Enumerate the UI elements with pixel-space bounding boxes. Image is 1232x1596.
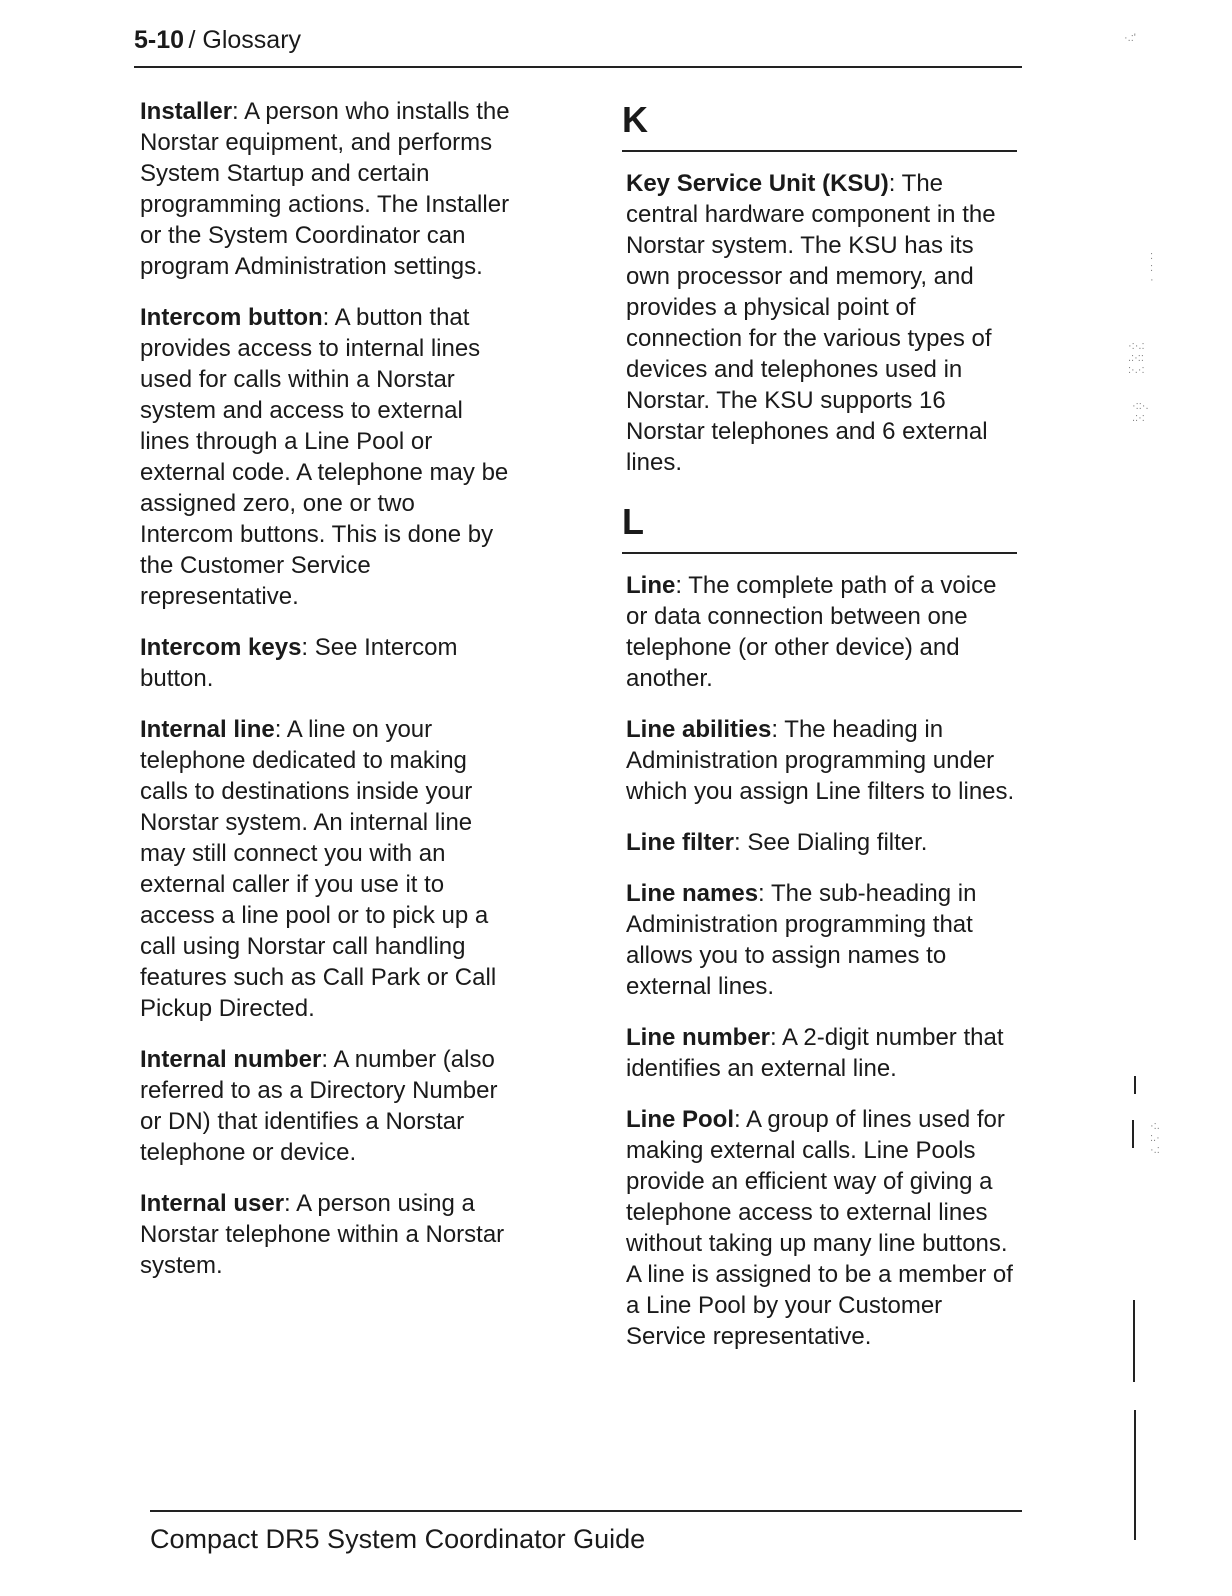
- scan-speckle: ·:·.: .:·:: :·.·:: [1128, 340, 1145, 376]
- scan-speckle: ·.:': [1124, 32, 1136, 44]
- glossary-entry-ksu: Key Service Unit (KSU): The central hardware component in the Norstar system. The KSU has its own processor and memory, and provides a physical point of connection for the various types of devices and telephones used in Norstar. The KSU supports 16 Norstar telephones and 6 external lines.: [626, 170, 996, 476]
- glossary-entry-line-filter: Line filter: See Dialing filter.: [626, 829, 928, 856]
- entry-term: Internal line: [140, 716, 275, 743]
- scan-edge-mark: [1134, 1410, 1136, 1540]
- entry-definition: A group of lines used for making external calls. Line Pools provide an efficient way of giving a telephone access to external lines without taking up many line buttons. A line is assigned to be a member of a Line Pool by your Customer Service representative.: [626, 1106, 1013, 1350]
- entry-definition: A number (also referred to as a Directory Number or DN) that identifies a Norstar telephone or device.: [140, 1046, 498, 1166]
- entry-definition: The sub-heading in Administration programming that allows you to assign names to external lines.: [626, 880, 977, 1000]
- glossary-entry-internal-user: Internal user: A person using a Norstar telephone within a Norstar system.: [140, 1190, 505, 1279]
- entry-term: Installer: [140, 98, 233, 125]
- glossary-entry-installer: Installer: A person who installs the Norstar equipment, and performs System Startup and certain programming actions. The Installer or the System Coordinator can program Administration settings.: [140, 98, 510, 280]
- page-header: [134, 26, 1022, 68]
- scan-edge-mark: [1133, 1300, 1135, 1382]
- entry-definition: The complete path of a voice or data connection between one telephone (or other device) and another.: [626, 572, 997, 692]
- entry-definition: A 2-digit number that identifies an external line.: [626, 1024, 1004, 1082]
- page-number: 5-10: [134, 26, 185, 54]
- entry-term: Line filter: [626, 829, 735, 856]
- glossary-entry-intercom-keys: Intercom keys: See Intercom button.: [140, 634, 458, 692]
- section-letter: L: [622, 501, 644, 542]
- right-column: [622, 96, 1017, 1372]
- section-heading-l: [622, 498, 1017, 554]
- entry-definition: The heading in Administration programming under which you assign Line filters to lines.: [626, 716, 1015, 805]
- entry-term: Internal number: [140, 1046, 322, 1073]
- glossary-entry-line: Line: The complete path of a voice or data connection between one telephone (or other device) and another.: [626, 572, 997, 692]
- entry-definition: A button that provides access to internal lines used for calls within a Norstar system and access to external lines through a Line Pool or external code. A telephone may be assigned zero, one or two Intercom buttons. This is done by the Customer Service representative.: [140, 304, 509, 610]
- glossary-entry-line-pool: Line Pool: A group of lines used for making external calls. Line Pools provide an efficient way of giving a telephone access to external lines without taking up many line buttons. A line is assigned to be a member of a Line Pool by your Customer Service representative.: [626, 1106, 1013, 1350]
- entry-definition: See Dialing filter.: [747, 829, 928, 856]
- entry-term: Line Pool: [626, 1106, 734, 1133]
- entry-term: Key Service Unit (KSU): [626, 170, 889, 197]
- entry-definition: A line on your telephone dedicated to making calls to destinations inside your Norstar system. An internal line may still connect you with an external caller if you use it to access a line pool or to pick up a call using Norstar call handling features such as Call Park or Call Pickup Directed.: [140, 716, 497, 1022]
- glossary-entry-internal-line: Internal line: A line on your telephone dedicated to making calls to destinations inside your Norstar system. An internal line may still connect you with an external caller if you use it to access a line pool or to pick up a call using Norstar call handling features such as Call Park or Call Pickup Directed.: [140, 716, 497, 1022]
- entry-term: Line abilities: [626, 716, 772, 743]
- glossary-entry-line-number: Line number: A 2-digit number that identifies an external line.: [626, 1024, 1004, 1082]
- glossary-entry-line-names: Line names: The sub-heading in Administration programming that allows you to assign names to external lines.: [626, 880, 977, 1000]
- entry-definition: A person who installs the Norstar equipment, and performs System Startup and certain programming actions. The Installer or the System Coordinator can program Administration settings.: [140, 98, 510, 280]
- section-title: Glossary: [202, 26, 302, 54]
- footer-title: Compact DR5 System Coordinator Guide: [150, 1524, 646, 1554]
- scan-edge-mark: [1134, 1076, 1136, 1094]
- entry-term: Intercom keys: [140, 634, 302, 661]
- left-column: [140, 96, 510, 1301]
- scan-speckle: ·::·. .:·:: [1132, 400, 1149, 424]
- glossary-entry-internal-number: Internal number: A number (also referred to as a Directory Number or DN) that identifies a Norstar telephone or device.: [140, 1046, 498, 1166]
- glossary-entry-intercom-button: Intercom button: A button that provides access to internal lines used for calls within a Norstar system and access to external lines through a Line Pool or external code. A telephone may be assigned zero, one or two Intercom buttons. This is done by the Customer Service representative.: [140, 304, 509, 610]
- scan-edge-mark: [1132, 1120, 1134, 1148]
- entry-term: Line names: [626, 880, 759, 907]
- entry-definition: The central hardware component in the Norstar system. The KSU has its own processor and memory, and provides a physical point of connection for the various types of devices and telephones used in Norstar. The KSU supports 16 Norstar telephones and 6 external lines.: [626, 170, 996, 476]
- entry-term: Intercom button: [140, 304, 323, 331]
- entry-definition: A person using a Norstar telephone within a Norstar system.: [140, 1190, 505, 1279]
- entry-term: Internal user: [140, 1190, 285, 1217]
- entry-definition: See Intercom button.: [140, 634, 458, 692]
- entry-term: Line number: [626, 1024, 771, 1051]
- scan-speckle: : : ·: [1150, 250, 1154, 286]
- glossary-entry-line-abilities: Line abilities: The heading in Administration programming under which you assign Line filters to lines.: [626, 716, 1015, 805]
- scan-speckle: ·:. :.· ·.:: [1150, 1120, 1160, 1156]
- section-letter: K: [622, 99, 648, 140]
- section-heading-k: [622, 96, 1017, 152]
- entry-term: Line: [626, 572, 676, 599]
- header-separator: /: [188, 26, 203, 54]
- page-footer: [150, 1510, 1022, 1554]
